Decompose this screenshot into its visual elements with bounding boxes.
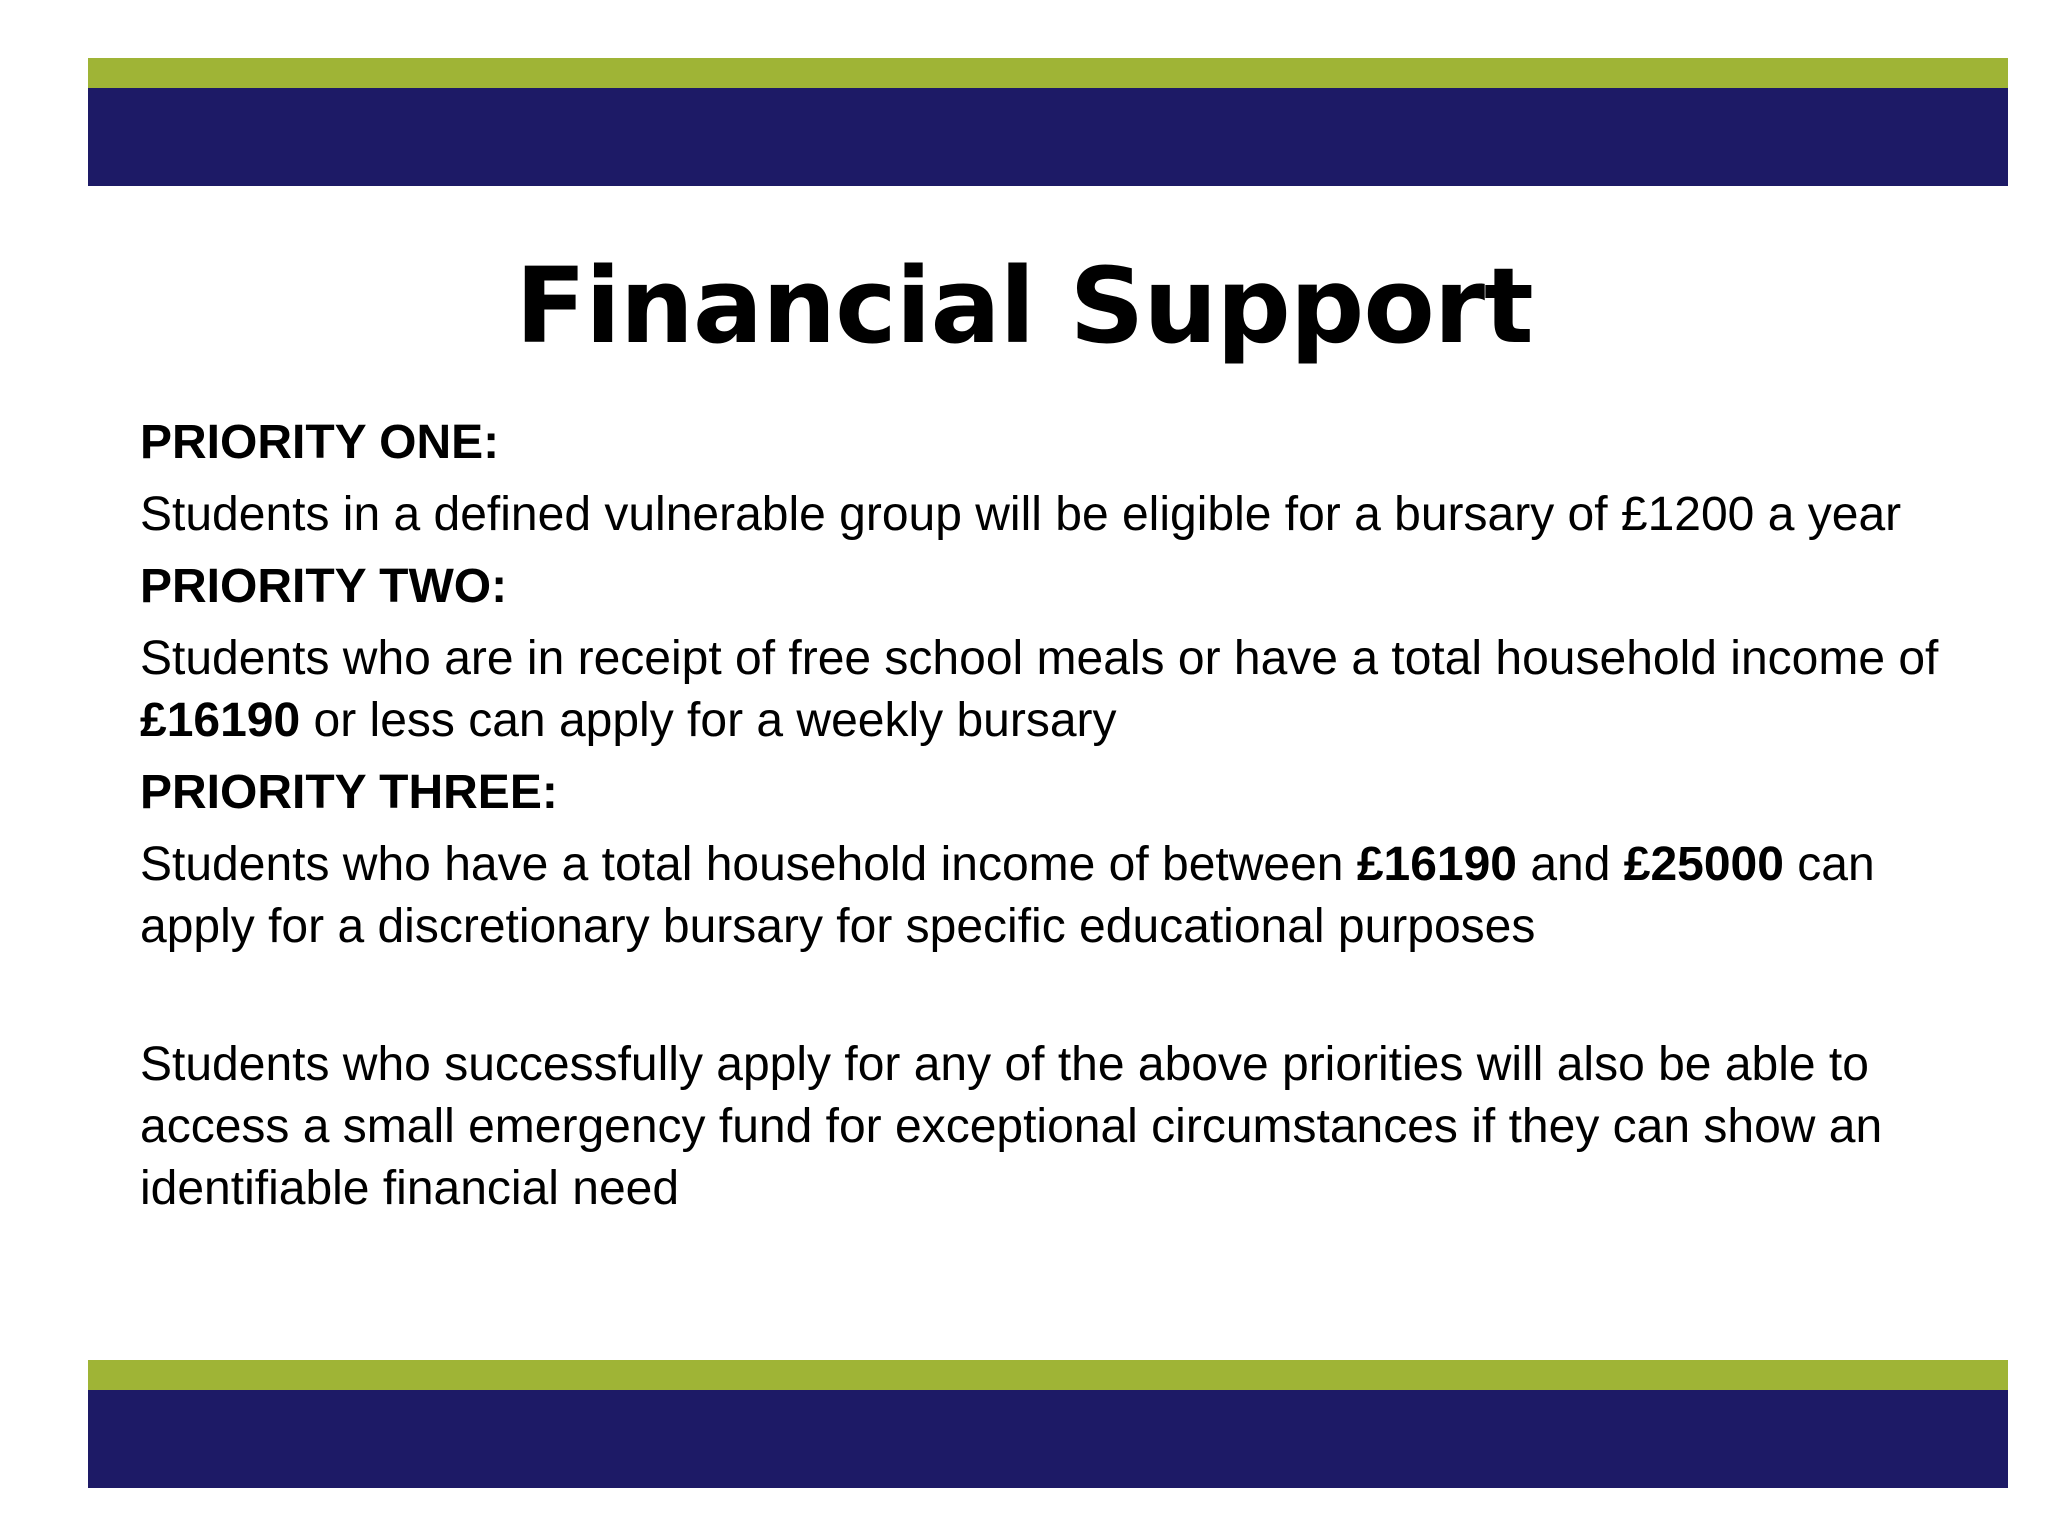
priority-two-text-before: Students who are in receipt of free school meals or have a total household income of xyxy=(140,632,1939,685)
priority-three-connector: and xyxy=(1517,838,1624,891)
header-band xyxy=(88,58,2008,186)
slide-content xyxy=(140,412,1970,1230)
priority-one-text: Students in a defined vulnerable group will be eligible for a bursary of £1200 a year xyxy=(140,488,1902,541)
priority-three-text-after: can apply for a discretionary bursary for specific educational purposes xyxy=(140,838,1875,953)
priority-three-text xyxy=(140,834,1970,958)
header-green-stripe xyxy=(88,58,2008,88)
header-navy-stripe xyxy=(88,88,2008,186)
priority-three-amount-low: £16190 xyxy=(1356,838,1517,891)
closing-text: Students who successfully apply for any of the above priorities will also be able to access a small emergency fund for exceptional circumstances if they can show an identifiable financial need xyxy=(140,1038,1883,1215)
priority-two-heading: PRIORITY TWO: xyxy=(140,560,508,613)
priority-one-heading: PRIORITY ONE: xyxy=(140,416,500,469)
priority-three-text-before: Students who have a total household income of between xyxy=(140,838,1357,891)
footer-navy-stripe xyxy=(88,1390,2008,1488)
slide-title: Financial Support xyxy=(515,245,1533,367)
priority-two-amount: £16190 xyxy=(140,694,301,747)
priority-two-text-after: or less can apply for a weekly bursary xyxy=(300,694,1117,747)
priority-two-text xyxy=(140,628,1970,752)
priority-three-heading: PRIORITY THREE: xyxy=(140,766,558,819)
footer-green-stripe xyxy=(88,1360,2008,1390)
priority-three-amount-high: £25000 xyxy=(1623,838,1784,891)
footer-band xyxy=(88,1360,2008,1488)
